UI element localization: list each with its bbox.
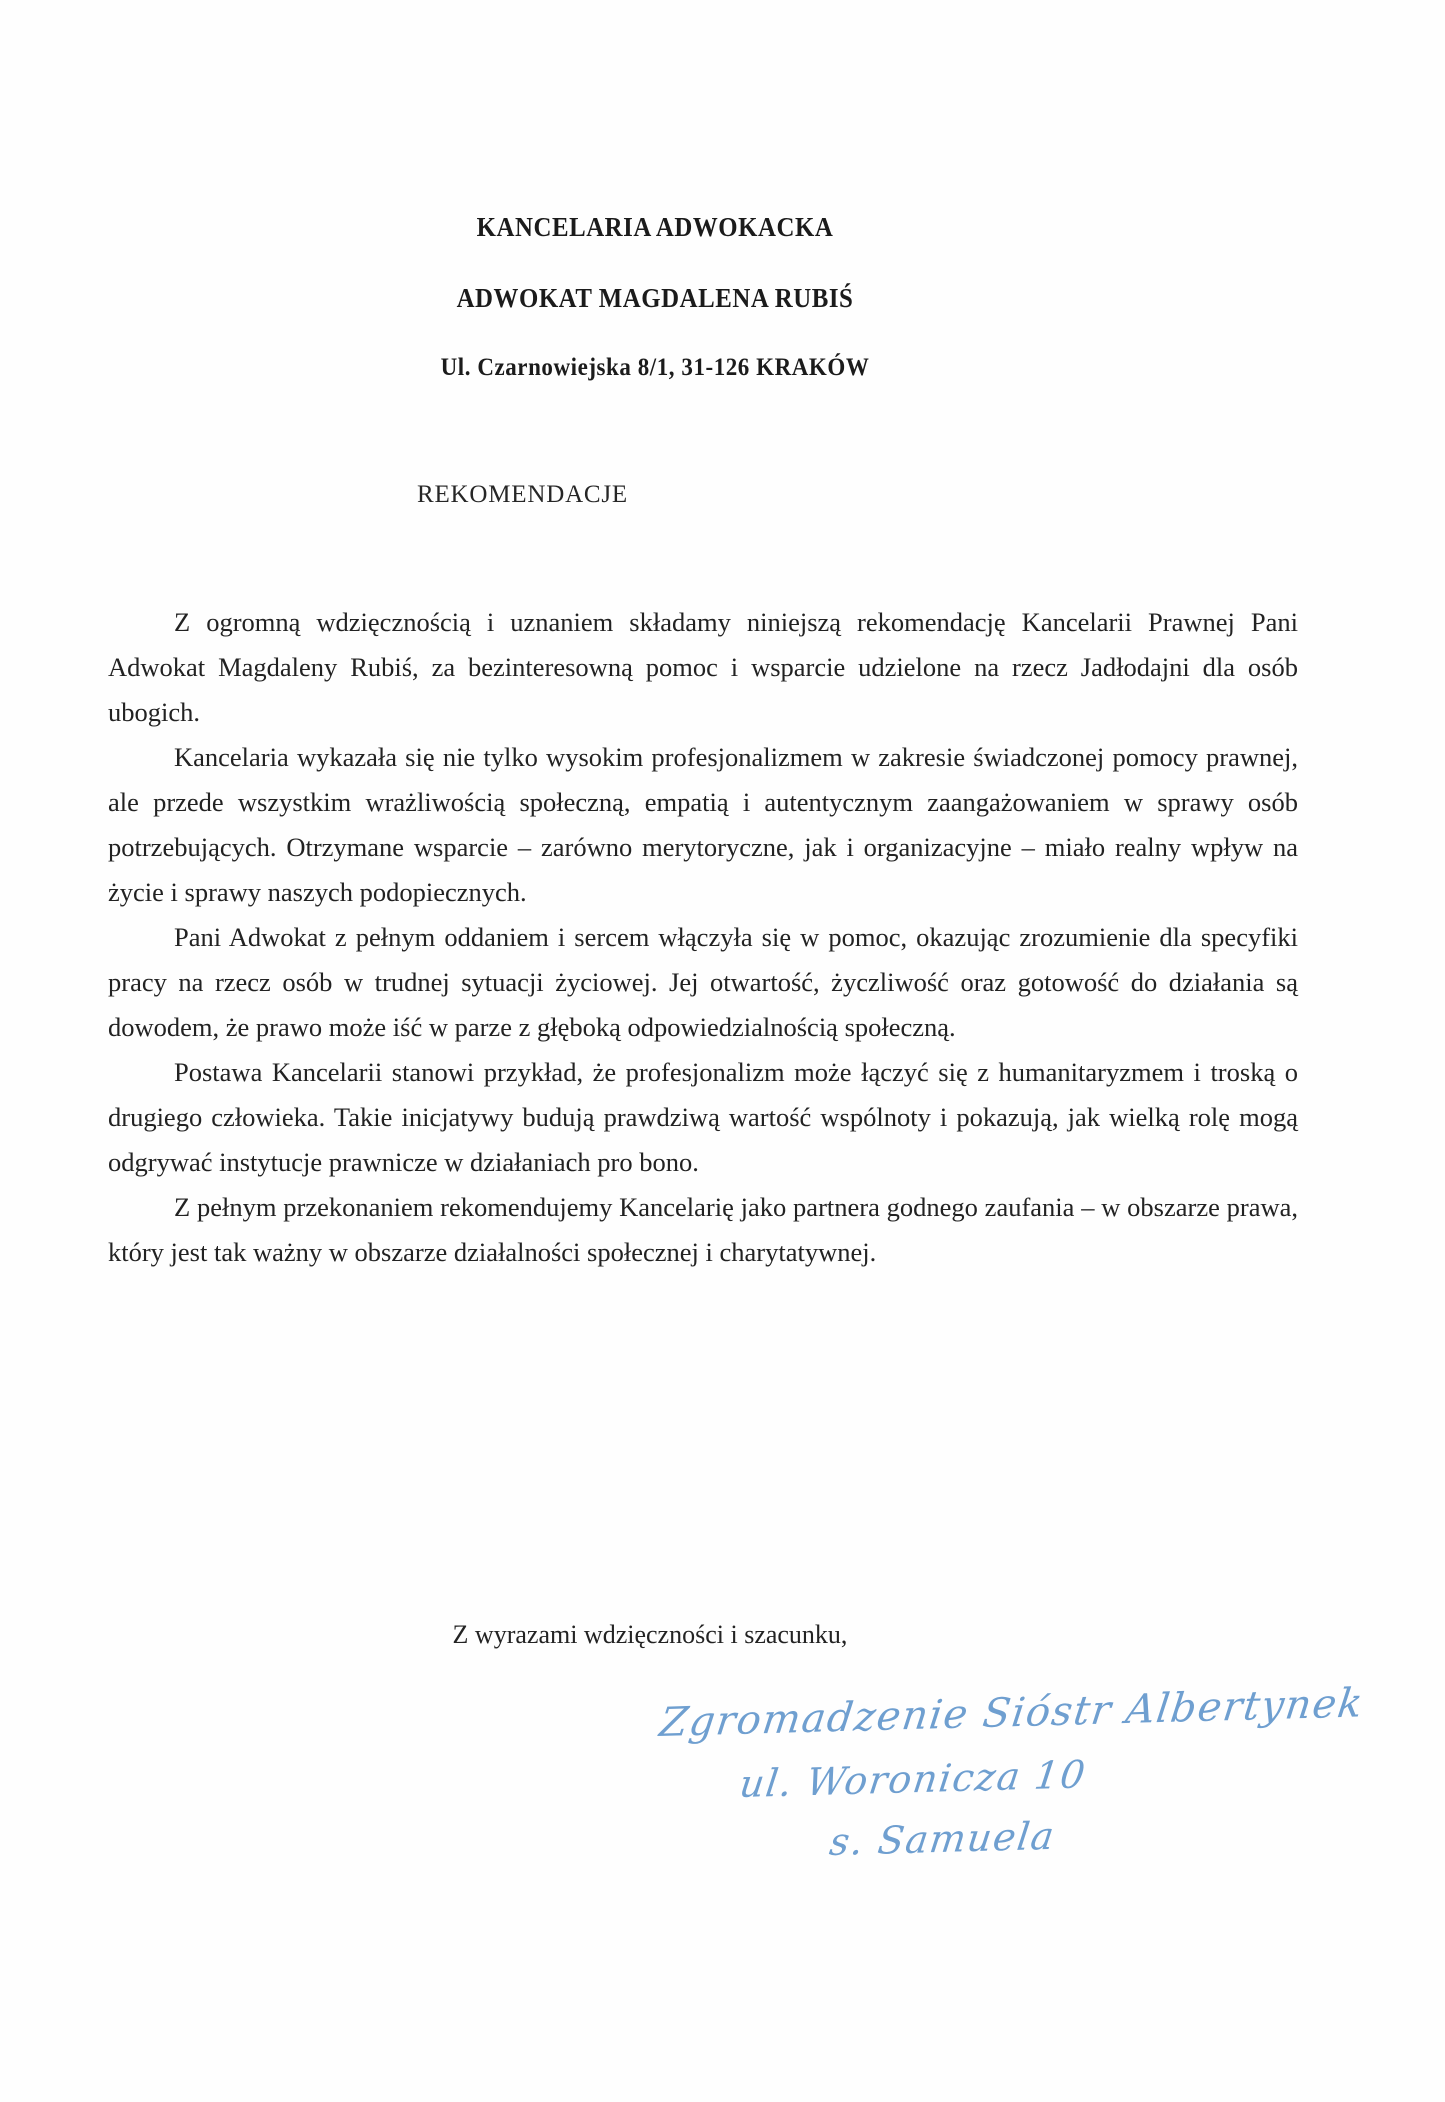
body-paragraph-3: Pani Adwokat z pełnym oddaniem i sercem włączyła się w pomoc, okazując zrozumienie dla specyfiki pracy na rzecz osób w trudnej sytuacji życiowej. Jej otwartość, życzliwość oraz gotowość do działania są dowodem, że prawo może iść w parze z głęboką odpowiedzialnością społeczną.: [108, 922, 1298, 1042]
body-paragraph-4: Postawa Kancelarii stanowi przykład, że profesjonalizm może łączyć się z humanitaryzmem i troską o drugiego człowieka. Takie inicjatywy budują prawdziwą wartość wspólnoty i pokazują, jak wielką rolę mogą odgrywać instytucje prawnicze w działaniach pro bono.: [108, 1057, 1298, 1177]
letterhead-attorney-name: ADWOKAT MAGDALENA RUBIŚ: [456, 283, 854, 313]
signature-person: s. Samuela: [827, 1813, 1058, 1865]
page-title: REKOMENDACJE: [417, 481, 628, 508]
body-paragraph-1: Z ogromną wdzięcznością i uznaniem składamy niniejszą rekomendację Kancelarii Prawnej Pani Adwokat Magdaleny Rubiś, za bezinteresowną pomoc i wsparcie udzielone na rzecz Jadłodajni dla osób ubogich.: [108, 607, 1298, 727]
body-paragraph-2: Kancelaria wykazała się nie tylko wysokim profesjonalizmem w zakresie świadczonej pomocy prawnej, ale przede wszystkim wrażliwością społeczną, empatią i autentycznym zaangażowaniem w sprawy osób potrzebujących. Otrzymane wsparcie – zarówno merytoryczne, jak i organizacyjne – miało realny wpływ na życie i sprawy naszych podopiecznych.: [108, 742, 1298, 907]
closing-salutation: Z wyrazami wdzięczności i szacunku,: [452, 1620, 848, 1649]
letterhead-firm-name: KANCELARIA ADWOKACKA: [476, 212, 834, 242]
handwritten-signature: [657, 1680, 1380, 1865]
body-paragraph-5: Z pełnym przekonaniem rekomendujemy Kancelarię jako partnera godnego zaufania – w obszarze prawa, który jest tak ważny w obszarze działalności społecznej i charytatywnej.: [108, 1192, 1298, 1267]
letter-body: [108, 600, 1298, 1275]
signature-organization: Zgromadzenie Sióstr Albertynek: [657, 1680, 1367, 1747]
letterhead-address: Ul. Czarnowiejska 8/1, 31-126 KRAKÓW: [440, 354, 870, 381]
letterhead: [0, 212, 1310, 382]
signature-address: ul. Woronicza 10: [737, 1752, 1089, 1807]
